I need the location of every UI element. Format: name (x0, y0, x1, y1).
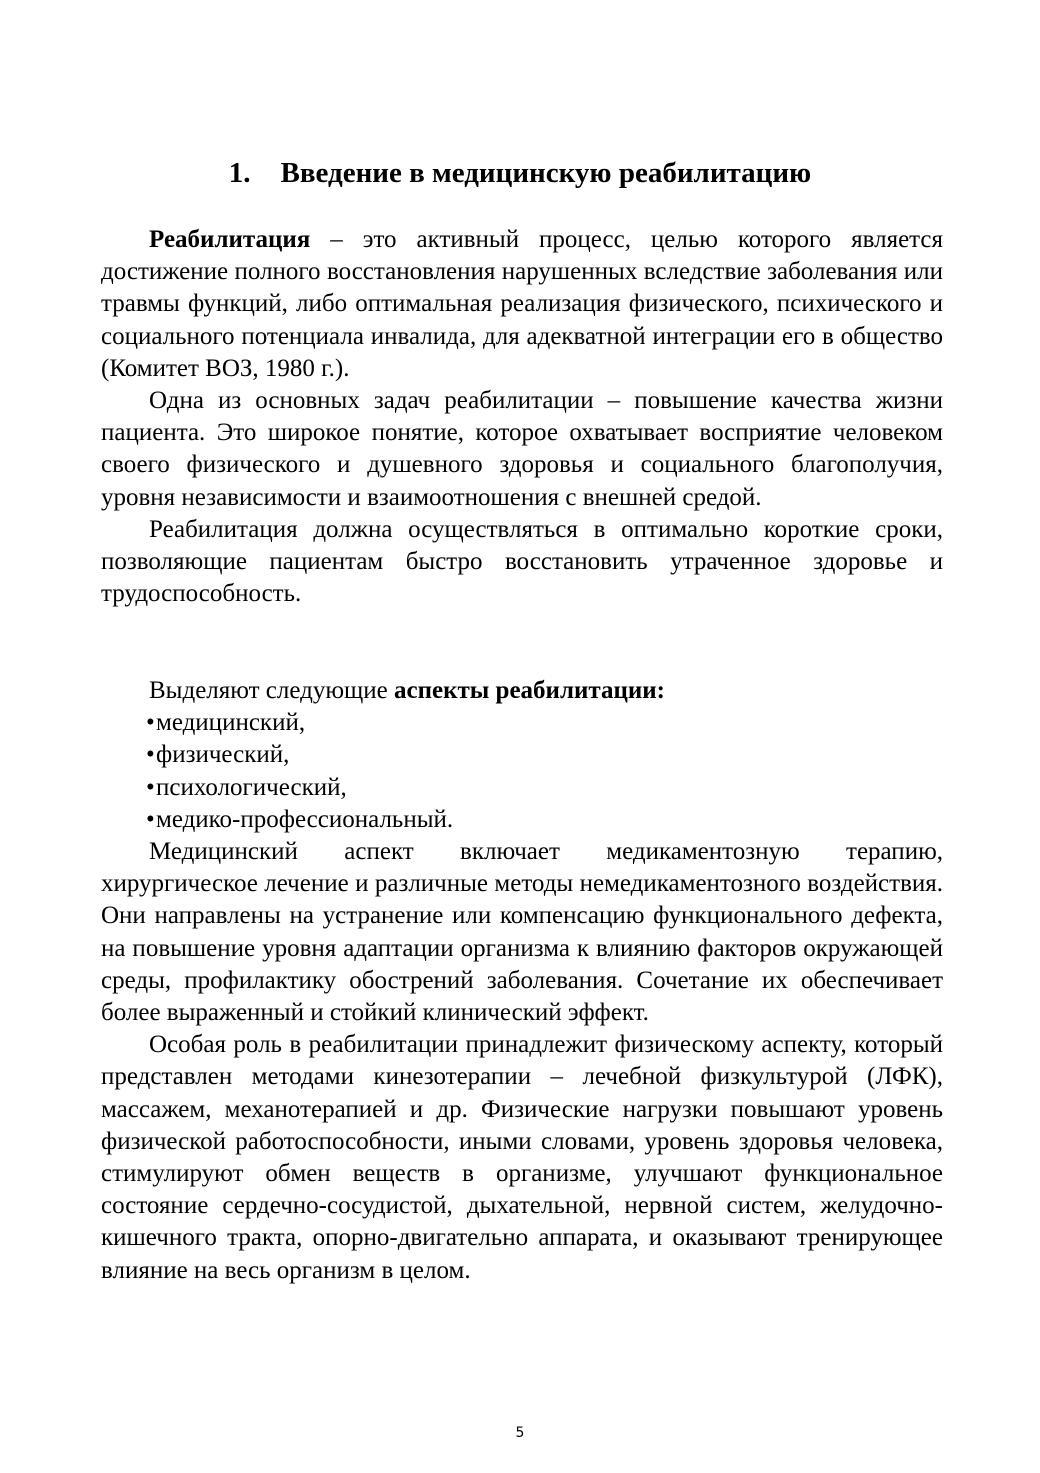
definition-text: – это активный процесс, целью которого является достижение полного восстановления нарушенных вследствие заболевания или травмы функций, либо оптимальная реализация физического, психического и социального потенциала инвалида, для адекватной интеграции его в общество (Комитет ВОЗ, 1980 г.). (101, 226, 943, 382)
section-number: 1. (228, 157, 251, 189)
bullet-icon: • (146, 709, 155, 737)
bullet-icon: • (146, 773, 155, 801)
aspects-block (101, 675, 943, 1287)
bullet-icon: • (146, 741, 155, 769)
section-heading (0, 153, 1040, 193)
medical-aspect-paragraph: Медицинский аспект включает медикаментозную терапию, хирургическое лечение и различные методы немедикаментозного воздействия. Они направлены на устранение или компенсацию функционального дефекта, на повышение уровня адаптации организма к влиянию факторов окружающей среды, профилактику обострений заболевания. Сочетание их обеспечивает более выраженный и стойкий клинический эффект. (101, 838, 943, 1027)
section-title: Введение в медицинскую реабилитацию (280, 157, 812, 189)
list-item: •медико-профессиональный. (146, 804, 943, 836)
list-item: •физический, (146, 739, 943, 771)
aspects-list (101, 707, 943, 836)
aspects-lead (101, 675, 943, 707)
definition-paragraph (101, 224, 943, 385)
list-item: •психологический, (146, 772, 943, 804)
physical-aspect-paragraph: Особая роль в реабилитации принадлежит физическому аспекту, который представлен методами кинезотерапии – лечебной физкультурой (ЛФК), массажем, механотерапией и др. Физические нагрузки повышают уровень физической работоспособности, иными словами, уровень здоровья человека, стимулируют обмен веществ в организме, улучшают функциональное состояние сердечно-сосудистой, дыхательной, нервной систем, желудочно-кишечного тракта, опорно-двигательно аппарата, и оказывают тренирующее влияние на весь организм в целом. (101, 1031, 943, 1284)
intro-block (101, 224, 943, 610)
page-number: 5 (515, 1425, 525, 1441)
defined-term: Реабилитация (149, 226, 311, 253)
aspects-lead-bold: аспекты реабилитации: (394, 677, 666, 704)
quality-of-life-paragraph: Одна из основных задач реабилитации – повышение качества жизни пациента. Это широкое понятие, которое охватывает восприятие человеком своего физического и душевного здоровья и социального благополучия, уровня независимости и взаимоотношения с внешней средой. (101, 387, 943, 511)
list-item: •медицинский, (146, 707, 943, 739)
timing-paragraph: Реабилитация должна осуществляться в оптимально короткие сроки, позволяющие пациентам быстро восстановить утраченное здоровье и трудоспособность. (101, 515, 943, 608)
bullet-icon: • (146, 805, 155, 833)
aspects-lead-text: Выделяют следующие (149, 677, 394, 704)
